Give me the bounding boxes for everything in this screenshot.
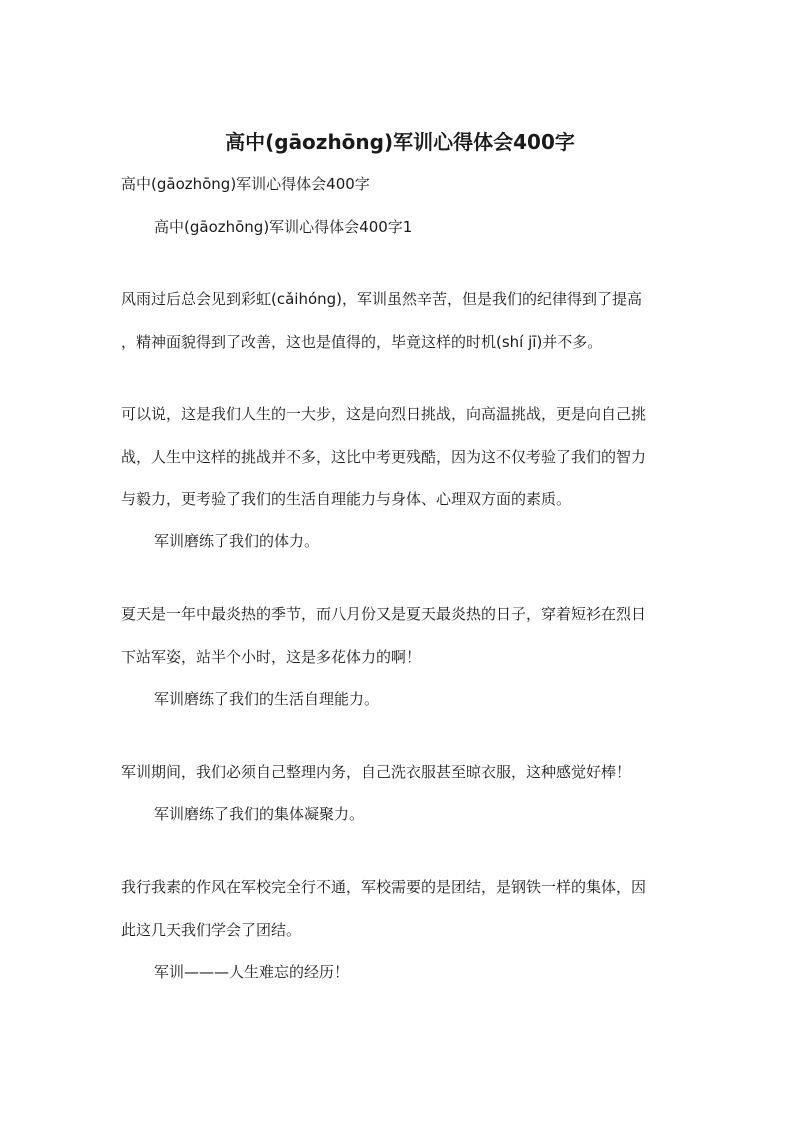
closing-line: 军训———人生难忘的经历！ bbox=[154, 963, 350, 981]
paragraph-5-line-2: 此这几天我们学会了团结。 bbox=[121, 921, 302, 939]
paragraph-3-line-1: 夏天是一年中最炎热的季节，而八月份又是夏天最炎热的日子，穿着短衫在烈日 bbox=[121, 605, 647, 623]
paragraph-1-line-1: 风雨过后总会见到彩虹(cǎihóng)，军训虽然辛苦，但是我们的纪律得到了提高 bbox=[121, 290, 643, 308]
paragraph-2-line-3: 与毅力，更考验了我们的生活自理能力与身体、心理双方面的素质。 bbox=[121, 490, 572, 508]
section-heading: 高中(gāozhōng)军训心得体会400字1 bbox=[154, 218, 413, 236]
paragraph-2-line-2: 战，人生中这样的挑战并不多，这比中考更残酷，因为这不仅考验了我们的智力 bbox=[121, 448, 647, 466]
paragraph-heading-self-care: 军训磨练了我们的生活自理能力。 bbox=[154, 690, 380, 708]
document-subtitle: 高中(gāozhōng)军训心得体会400字 bbox=[121, 175, 370, 193]
document-title: 高中(gāozhōng)军训心得体会400字 bbox=[225, 130, 575, 154]
paragraph-1-line-2: ，精神面貌得到了改善，这也是值得的，毕竟这样的时机(shí jī)并不多。 bbox=[121, 333, 603, 351]
paragraph-heading-cohesion: 军训磨练了我们的集体凝聚力。 bbox=[154, 805, 365, 823]
paragraph-4-line-1: 军训期间，我们必须自己整理内务，自己洗衣服甚至晾衣服，这种感觉好棒！ bbox=[121, 763, 632, 781]
paragraph-3-line-2: 下站军姿，站半个小时，这是多花体力的啊！ bbox=[121, 648, 422, 666]
paragraph-heading-stamina: 军训磨练了我们的体力。 bbox=[154, 532, 320, 550]
paragraph-5-line-1: 我行我素的作风在军校完全行不通，军校需要的是团结，是钢铁一样的集体，因 bbox=[121, 878, 647, 896]
paragraph-2-line-1: 可以说，这是我们人生的一大步，这是向烈日挑战，向高温挑战，更是向自己挑 bbox=[121, 405, 647, 423]
